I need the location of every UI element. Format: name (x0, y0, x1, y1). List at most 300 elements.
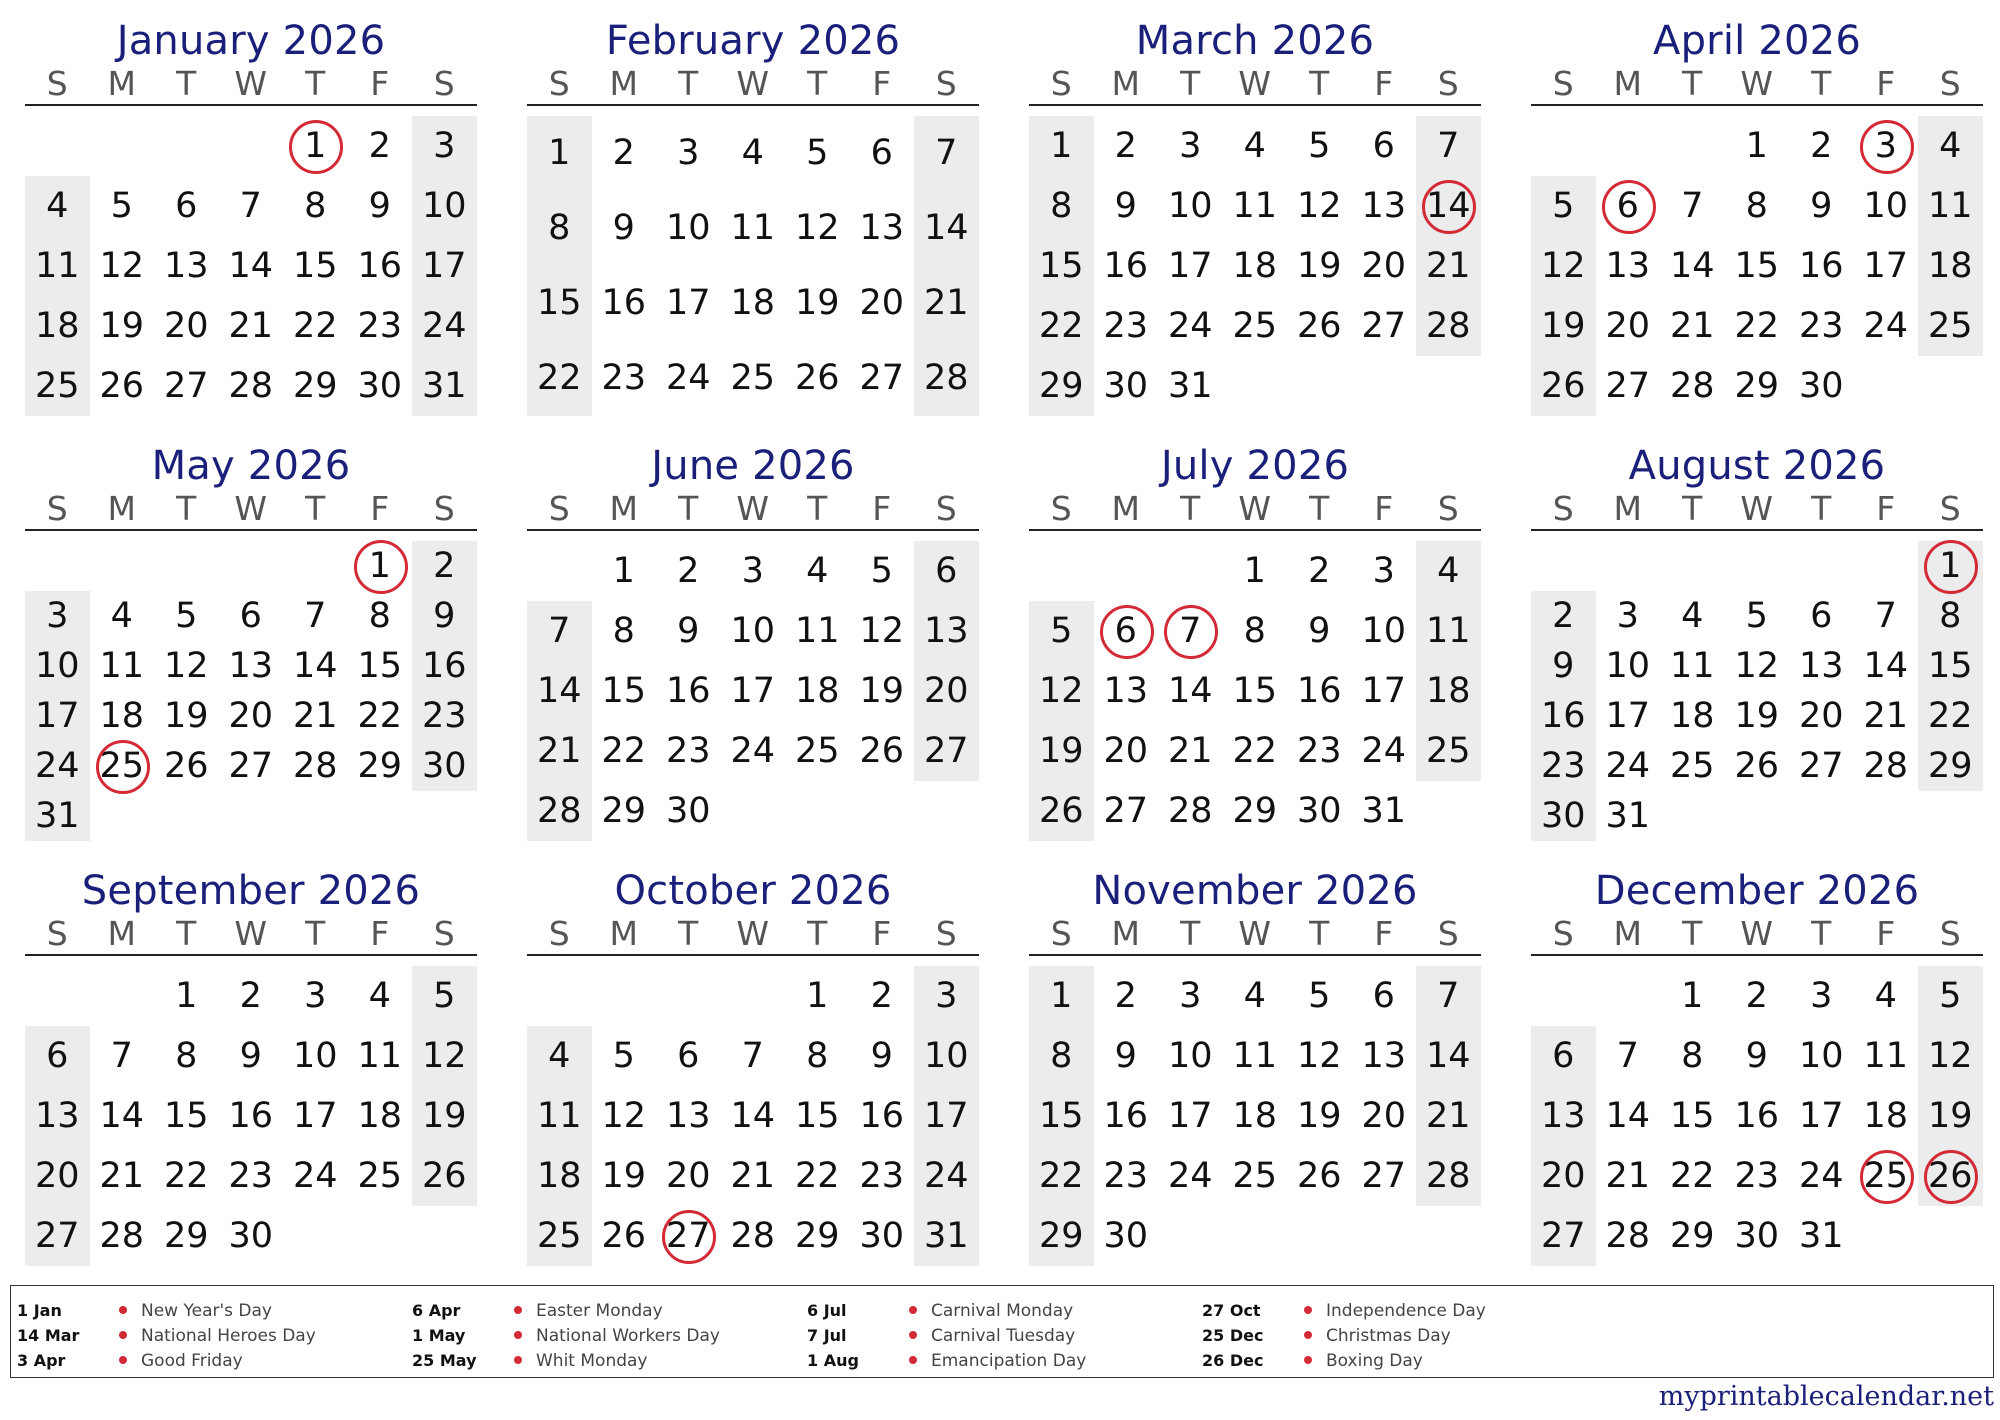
day-cell: 25 (536, 1216, 582, 1256)
day-cell: 23 (228, 1156, 274, 1196)
day-cell: 29 (1734, 366, 1780, 406)
day-cell: 3 (304, 976, 327, 1016)
day-cell: 30 (1103, 1216, 1149, 1256)
day-cell: 16 (859, 1096, 905, 1136)
day-cell: 30 (1734, 1216, 1780, 1256)
weekday-label: W (234, 489, 268, 528)
weekday-label: M (609, 64, 638, 103)
weekday-header (1029, 914, 1481, 956)
weekday-label: T (1682, 489, 1703, 528)
day-cell: 3 (1372, 551, 1395, 591)
day-cell: 4 (46, 186, 69, 226)
month-block (25, 443, 477, 841)
day-cell: 9 (239, 1036, 262, 1076)
month-days (1029, 531, 1481, 841)
day-cell: 7 (935, 133, 958, 173)
day-cell: 24 (665, 358, 711, 398)
day-cell: 16 (1734, 1096, 1780, 1136)
day-cell: 11 (1232, 186, 1278, 226)
day-cell: 23 (421, 696, 467, 736)
day-cell: 8 (806, 1036, 829, 1076)
day-cell: 28 (1863, 746, 1909, 786)
legend-holiday-name: Emancipation Day (931, 1351, 1087, 1371)
day-cell: 16 (601, 283, 647, 323)
holiday-day: 1 (283, 116, 348, 176)
day-cell: 13 (1361, 1036, 1407, 1076)
legend-date: 27 Oct (1202, 1301, 1261, 1320)
day-cell: 28 (1425, 306, 1471, 346)
day-cell: 23 (665, 731, 711, 771)
weekday-label: M (1613, 914, 1642, 953)
day-cell: 31 (1605, 796, 1651, 836)
weekday-label: M (609, 489, 638, 528)
day-cell: 12 (1296, 1036, 1342, 1076)
day-cell: 26 (421, 1156, 467, 1196)
weekday-header (1029, 64, 1481, 106)
day-cell: 4 (806, 551, 829, 591)
day-cell: 29 (601, 791, 647, 831)
day-cell: 15 (1669, 1096, 1715, 1136)
weekday-label: F (1876, 489, 1896, 528)
day-cell: 6 (239, 596, 262, 636)
day-cell: 16 (1296, 671, 1342, 711)
day-cell: 24 (421, 306, 467, 346)
legend-entry (17, 1323, 316, 1348)
day-cell: 27 (1798, 746, 1844, 786)
day-cell: 4 (1874, 976, 1897, 1016)
legend-holiday-name: New Year's Day (141, 1301, 272, 1321)
day-cell: 5 (175, 596, 198, 636)
day-cell: 12 (1734, 646, 1780, 686)
day-cell: 3 (1810, 976, 1833, 1016)
day-cell: 8 (1745, 186, 1768, 226)
day-cell: 6 (46, 1036, 69, 1076)
legend-entry (1202, 1348, 1486, 1373)
holiday-day: 14 (1416, 176, 1481, 236)
day-cell: 10 (730, 611, 776, 651)
day-cell: 11 (99, 646, 145, 686)
weekday-label: S (1437, 489, 1459, 528)
day-cell: 7 (1681, 186, 1704, 226)
day-cell: 28 (228, 366, 274, 406)
day-cell: 17 (34, 696, 80, 736)
day-cell: 7 (110, 1036, 133, 1076)
day-cell: 9 (1114, 1036, 1137, 1076)
day-cell: 23 (1734, 1156, 1780, 1196)
day-cell: 3 (1616, 596, 1639, 636)
day-cell: 2 (1810, 126, 1833, 166)
legend-date: 25 May (412, 1351, 477, 1370)
bullet-dot-icon (119, 1331, 127, 1339)
weekday-header (25, 914, 477, 956)
day-cell: 19 (859, 671, 905, 711)
day-cell: 7 (1437, 126, 1460, 166)
day-cell: 3 (935, 976, 958, 1016)
day-cell: 11 (794, 611, 840, 651)
day-cell: 2 (612, 133, 635, 173)
day-cell: 7 (304, 596, 327, 636)
day-cell: 24 (1167, 306, 1213, 346)
day-cell: 19 (421, 1096, 467, 1136)
day-cell: 15 (292, 246, 338, 286)
month-title: May 2026 (151, 443, 351, 489)
day-cell: 11 (357, 1036, 403, 1076)
weekday-label: T (1811, 489, 1832, 528)
day-cell: 28 (99, 1216, 145, 1256)
day-cell: 14 (1605, 1096, 1651, 1136)
weekday-label: S (46, 489, 68, 528)
day-cell: 17 (1798, 1096, 1844, 1136)
month-block (25, 18, 477, 416)
weekday-label: M (1111, 914, 1140, 953)
day-cell: 2 (870, 976, 893, 1016)
weekday-label: S (1437, 914, 1459, 953)
day-cell: 28 (923, 358, 969, 398)
weekday-header (527, 489, 979, 531)
day-cell: 5 (1050, 611, 1073, 651)
day-cell: 14 (1425, 1036, 1471, 1076)
day-cell: 10 (1798, 1036, 1844, 1076)
weekday-label: W (234, 914, 268, 953)
day-cell: 8 (612, 611, 635, 651)
bullet-dot-icon (1304, 1306, 1312, 1314)
day-cell: 4 (1681, 596, 1704, 636)
day-cell: 12 (163, 646, 209, 686)
day-cell: 25 (1232, 1156, 1278, 1196)
day-cell: 20 (1798, 696, 1844, 736)
weekday-label: T (678, 914, 699, 953)
weekday-label: W (1740, 64, 1774, 103)
day-cell: 9 (368, 186, 391, 226)
weekday-header (1029, 489, 1481, 531)
weekday-label: W (1740, 489, 1774, 528)
day-cell: 18 (34, 306, 80, 346)
day-cell: 27 (228, 746, 274, 786)
day-cell: 17 (1167, 1096, 1213, 1136)
day-cell: 8 (1939, 596, 1962, 636)
day-cell: 21 (1669, 306, 1715, 346)
day-cell: 6 (870, 133, 893, 173)
day-cell: 1 (1681, 976, 1704, 1016)
day-cell: 15 (1232, 671, 1278, 711)
day-cell: 31 (421, 366, 467, 406)
day-cell: 2 (433, 546, 456, 586)
day-cell: 17 (1605, 696, 1651, 736)
weekday-label: W (1740, 914, 1774, 953)
day-cell: 8 (1050, 1036, 1073, 1076)
day-cell: 14 (99, 1096, 145, 1136)
legend-entry (412, 1298, 720, 1323)
day-cell: 27 (923, 731, 969, 771)
day-cell: 1 (612, 551, 635, 591)
legend-date: 1 Jan (17, 1301, 62, 1320)
day-cell: 12 (1296, 186, 1342, 226)
day-cell: 16 (357, 246, 403, 286)
month-title: October 2026 (614, 868, 892, 914)
day-cell: 21 (228, 306, 274, 346)
weekday-label: T (176, 489, 197, 528)
bullet-dot-icon (1304, 1331, 1312, 1339)
weekday-label: S (46, 914, 68, 953)
day-cell: 15 (163, 1096, 209, 1136)
weekday-header (527, 914, 979, 956)
day-cell: 27 (1361, 1156, 1407, 1196)
day-cell: 24 (292, 1156, 338, 1196)
day-cell: 1 (548, 133, 571, 173)
day-cell: 12 (1927, 1036, 1973, 1076)
weekday-label: S (1939, 489, 1961, 528)
day-cell: 9 (677, 611, 700, 651)
weekday-label: T (678, 489, 699, 528)
weekday-label: T (1682, 914, 1703, 953)
day-cell: 19 (1540, 306, 1586, 346)
month-title: December 2026 (1594, 868, 1920, 914)
legend-column (1202, 1298, 1486, 1373)
day-cell: 12 (794, 208, 840, 248)
day-cell: 24 (34, 746, 80, 786)
day-cell: 27 (34, 1216, 80, 1256)
weekday-label: T (1180, 489, 1201, 528)
day-cell: 22 (1669, 1156, 1715, 1196)
day-cell: 1 (1243, 551, 1266, 591)
day-cell: 16 (1103, 1096, 1149, 1136)
day-cell: 14 (1167, 671, 1213, 711)
day-cell: 30 (665, 791, 711, 831)
day-cell: 16 (228, 1096, 274, 1136)
day-cell: 8 (1050, 186, 1073, 226)
bullet-dot-icon (514, 1331, 522, 1339)
day-cell: 29 (1927, 746, 1973, 786)
day-cell: 19 (1296, 1096, 1342, 1136)
day-cell: 27 (1103, 791, 1149, 831)
day-cell: 23 (1296, 731, 1342, 771)
day-cell: 1 (806, 976, 829, 1016)
month-block (527, 868, 979, 1266)
weekday-header (1531, 489, 1983, 531)
day-cell: 16 (421, 646, 467, 686)
day-cell: 17 (1863, 246, 1909, 286)
weekday-label: T (807, 489, 828, 528)
day-cell: 20 (1605, 306, 1651, 346)
day-cell: 14 (1863, 646, 1909, 686)
day-cell: 26 (1296, 1156, 1342, 1196)
day-cell: 28 (292, 746, 338, 786)
month-title: June 2026 (651, 443, 855, 489)
day-cell: 4 (1243, 976, 1266, 1016)
weekday-label: F (872, 64, 892, 103)
day-cell: 9 (1308, 611, 1331, 651)
day-cell: 19 (601, 1156, 647, 1196)
day-cell: 31 (1167, 366, 1213, 406)
day-cell: 21 (536, 731, 582, 771)
weekday-label: T (1180, 914, 1201, 953)
day-cell: 12 (601, 1096, 647, 1136)
day-cell: 28 (536, 791, 582, 831)
weekday-label: F (1374, 64, 1394, 103)
day-cell: 18 (794, 671, 840, 711)
day-cell: 9 (1745, 1036, 1768, 1076)
day-cell: 23 (1103, 1156, 1149, 1196)
day-cell: 8 (1243, 611, 1266, 651)
day-cell: 29 (1669, 1216, 1715, 1256)
day-cell: 25 (794, 731, 840, 771)
day-cell: 15 (794, 1096, 840, 1136)
day-cell: 22 (1232, 731, 1278, 771)
month-days (1531, 531, 1983, 841)
day-cell: 26 (99, 366, 145, 406)
day-cell: 7 (1616, 1036, 1639, 1076)
day-cell: 25 (34, 366, 80, 406)
day-cell: 18 (1863, 1096, 1909, 1136)
weekday-label: S (1050, 914, 1072, 953)
day-cell: 24 (1605, 746, 1651, 786)
day-cell: 14 (228, 246, 274, 286)
day-cell: 30 (1103, 366, 1149, 406)
month-days (527, 106, 979, 416)
legend-entry (807, 1348, 1086, 1373)
day-cell: 19 (1296, 246, 1342, 286)
day-cell: 2 (1114, 126, 1137, 166)
day-cell: 14 (536, 671, 582, 711)
weekday-header (25, 489, 477, 531)
day-cell: 23 (1540, 746, 1586, 786)
month-title: April 2026 (1653, 18, 1861, 64)
day-cell: 13 (1103, 671, 1149, 711)
day-cell: 20 (1361, 1096, 1407, 1136)
holiday-legend (10, 1285, 1994, 1378)
month-days (1531, 956, 1983, 1266)
day-cell: 4 (368, 976, 391, 1016)
holiday-day: 25 (1854, 1146, 1919, 1206)
day-cell: 1 (175, 976, 198, 1016)
day-cell: 5 (612, 1036, 635, 1076)
bullet-dot-icon (1304, 1356, 1312, 1364)
day-cell: 14 (1669, 246, 1715, 286)
day-cell: 3 (741, 551, 764, 591)
day-cell: 29 (357, 746, 403, 786)
weekday-label: W (1238, 489, 1272, 528)
day-cell: 11 (536, 1096, 582, 1136)
day-cell: 15 (1038, 1096, 1084, 1136)
day-cell: 10 (1605, 646, 1651, 686)
weekday-label: F (872, 914, 892, 953)
day-cell: 30 (1798, 366, 1844, 406)
site-credit[interactable]: myprintablecalendar.net (1658, 1381, 1994, 1412)
bullet-dot-icon (909, 1356, 917, 1364)
day-cell: 2 (1552, 596, 1575, 636)
day-cell: 16 (665, 671, 711, 711)
day-cell: 27 (1540, 1216, 1586, 1256)
day-cell: 17 (665, 283, 711, 323)
day-cell: 25 (1232, 306, 1278, 346)
legend-holiday-name: National Heroes Day (141, 1326, 316, 1346)
day-cell: 15 (601, 671, 647, 711)
day-cell: 5 (433, 976, 456, 1016)
month-title: March 2026 (1135, 18, 1375, 64)
day-cell: 14 (292, 646, 338, 686)
weekday-header (527, 64, 979, 106)
day-cell: 8 (304, 186, 327, 226)
weekday-label: S (433, 489, 455, 528)
legend-date: 7 Jul (807, 1326, 847, 1345)
day-cell: 2 (1308, 551, 1331, 591)
day-cell: 26 (1540, 366, 1586, 406)
bullet-dot-icon (514, 1306, 522, 1314)
day-cell: 6 (175, 186, 198, 226)
day-cell: 2 (1114, 976, 1137, 1016)
day-cell: 14 (730, 1096, 776, 1136)
weekday-label: T (305, 64, 326, 103)
month-block (527, 18, 979, 416)
weekday-label: T (1682, 64, 1703, 103)
day-cell: 31 (1798, 1216, 1844, 1256)
day-cell: 19 (163, 696, 209, 736)
month-block (1531, 868, 1983, 1266)
day-cell: 2 (1745, 976, 1768, 1016)
day-cell: 2 (239, 976, 262, 1016)
weekday-label: M (1613, 489, 1642, 528)
month-title: August 2026 (1628, 443, 1886, 489)
day-cell: 18 (1425, 671, 1471, 711)
day-cell: 11 (1669, 646, 1715, 686)
weekday-label: W (234, 64, 268, 103)
bullet-dot-icon (909, 1331, 917, 1339)
day-cell: 1 (1050, 126, 1073, 166)
day-cell: 15 (1038, 246, 1084, 286)
day-cell: 7 (1874, 596, 1897, 636)
legend-date: 14 Mar (17, 1326, 80, 1345)
day-cell: 20 (1540, 1156, 1586, 1196)
day-cell: 12 (1540, 246, 1586, 286)
day-cell: 28 (1669, 366, 1715, 406)
month-days (527, 531, 979, 841)
weekday-label: M (107, 489, 136, 528)
weekday-label: T (305, 489, 326, 528)
legend-holiday-name: Good Friday (141, 1351, 243, 1371)
day-cell: 10 (665, 208, 711, 248)
weekday-label: F (370, 914, 390, 953)
day-cell: 10 (292, 1036, 338, 1076)
bullet-dot-icon (119, 1306, 127, 1314)
legend-holiday-name: Carnival Monday (931, 1301, 1074, 1321)
day-cell: 21 (1863, 696, 1909, 736)
day-cell: 10 (923, 1036, 969, 1076)
weekday-label: M (107, 64, 136, 103)
day-cell: 28 (730, 1216, 776, 1256)
day-cell: 17 (1167, 246, 1213, 286)
weekday-label: F (872, 489, 892, 528)
day-cell: 26 (163, 746, 209, 786)
day-cell: 24 (1361, 731, 1407, 771)
legend-entry (1202, 1323, 1486, 1348)
weekday-label: S (1050, 64, 1072, 103)
weekday-label: W (736, 914, 770, 953)
day-cell: 18 (1927, 246, 1973, 286)
day-cell: 24 (1798, 1156, 1844, 1196)
day-cell: 13 (163, 246, 209, 286)
bullet-dot-icon (909, 1306, 917, 1314)
day-cell: 31 (923, 1216, 969, 1256)
day-cell: 7 (741, 1036, 764, 1076)
day-cell: 21 (99, 1156, 145, 1196)
bullet-dot-icon (119, 1356, 127, 1364)
legend-date: 6 Jul (807, 1301, 847, 1320)
day-cell: 27 (1605, 366, 1651, 406)
weekday-label: F (1876, 64, 1896, 103)
day-cell: 23 (1103, 306, 1149, 346)
day-cell: 11 (1232, 1036, 1278, 1076)
day-cell: 7 (239, 186, 262, 226)
